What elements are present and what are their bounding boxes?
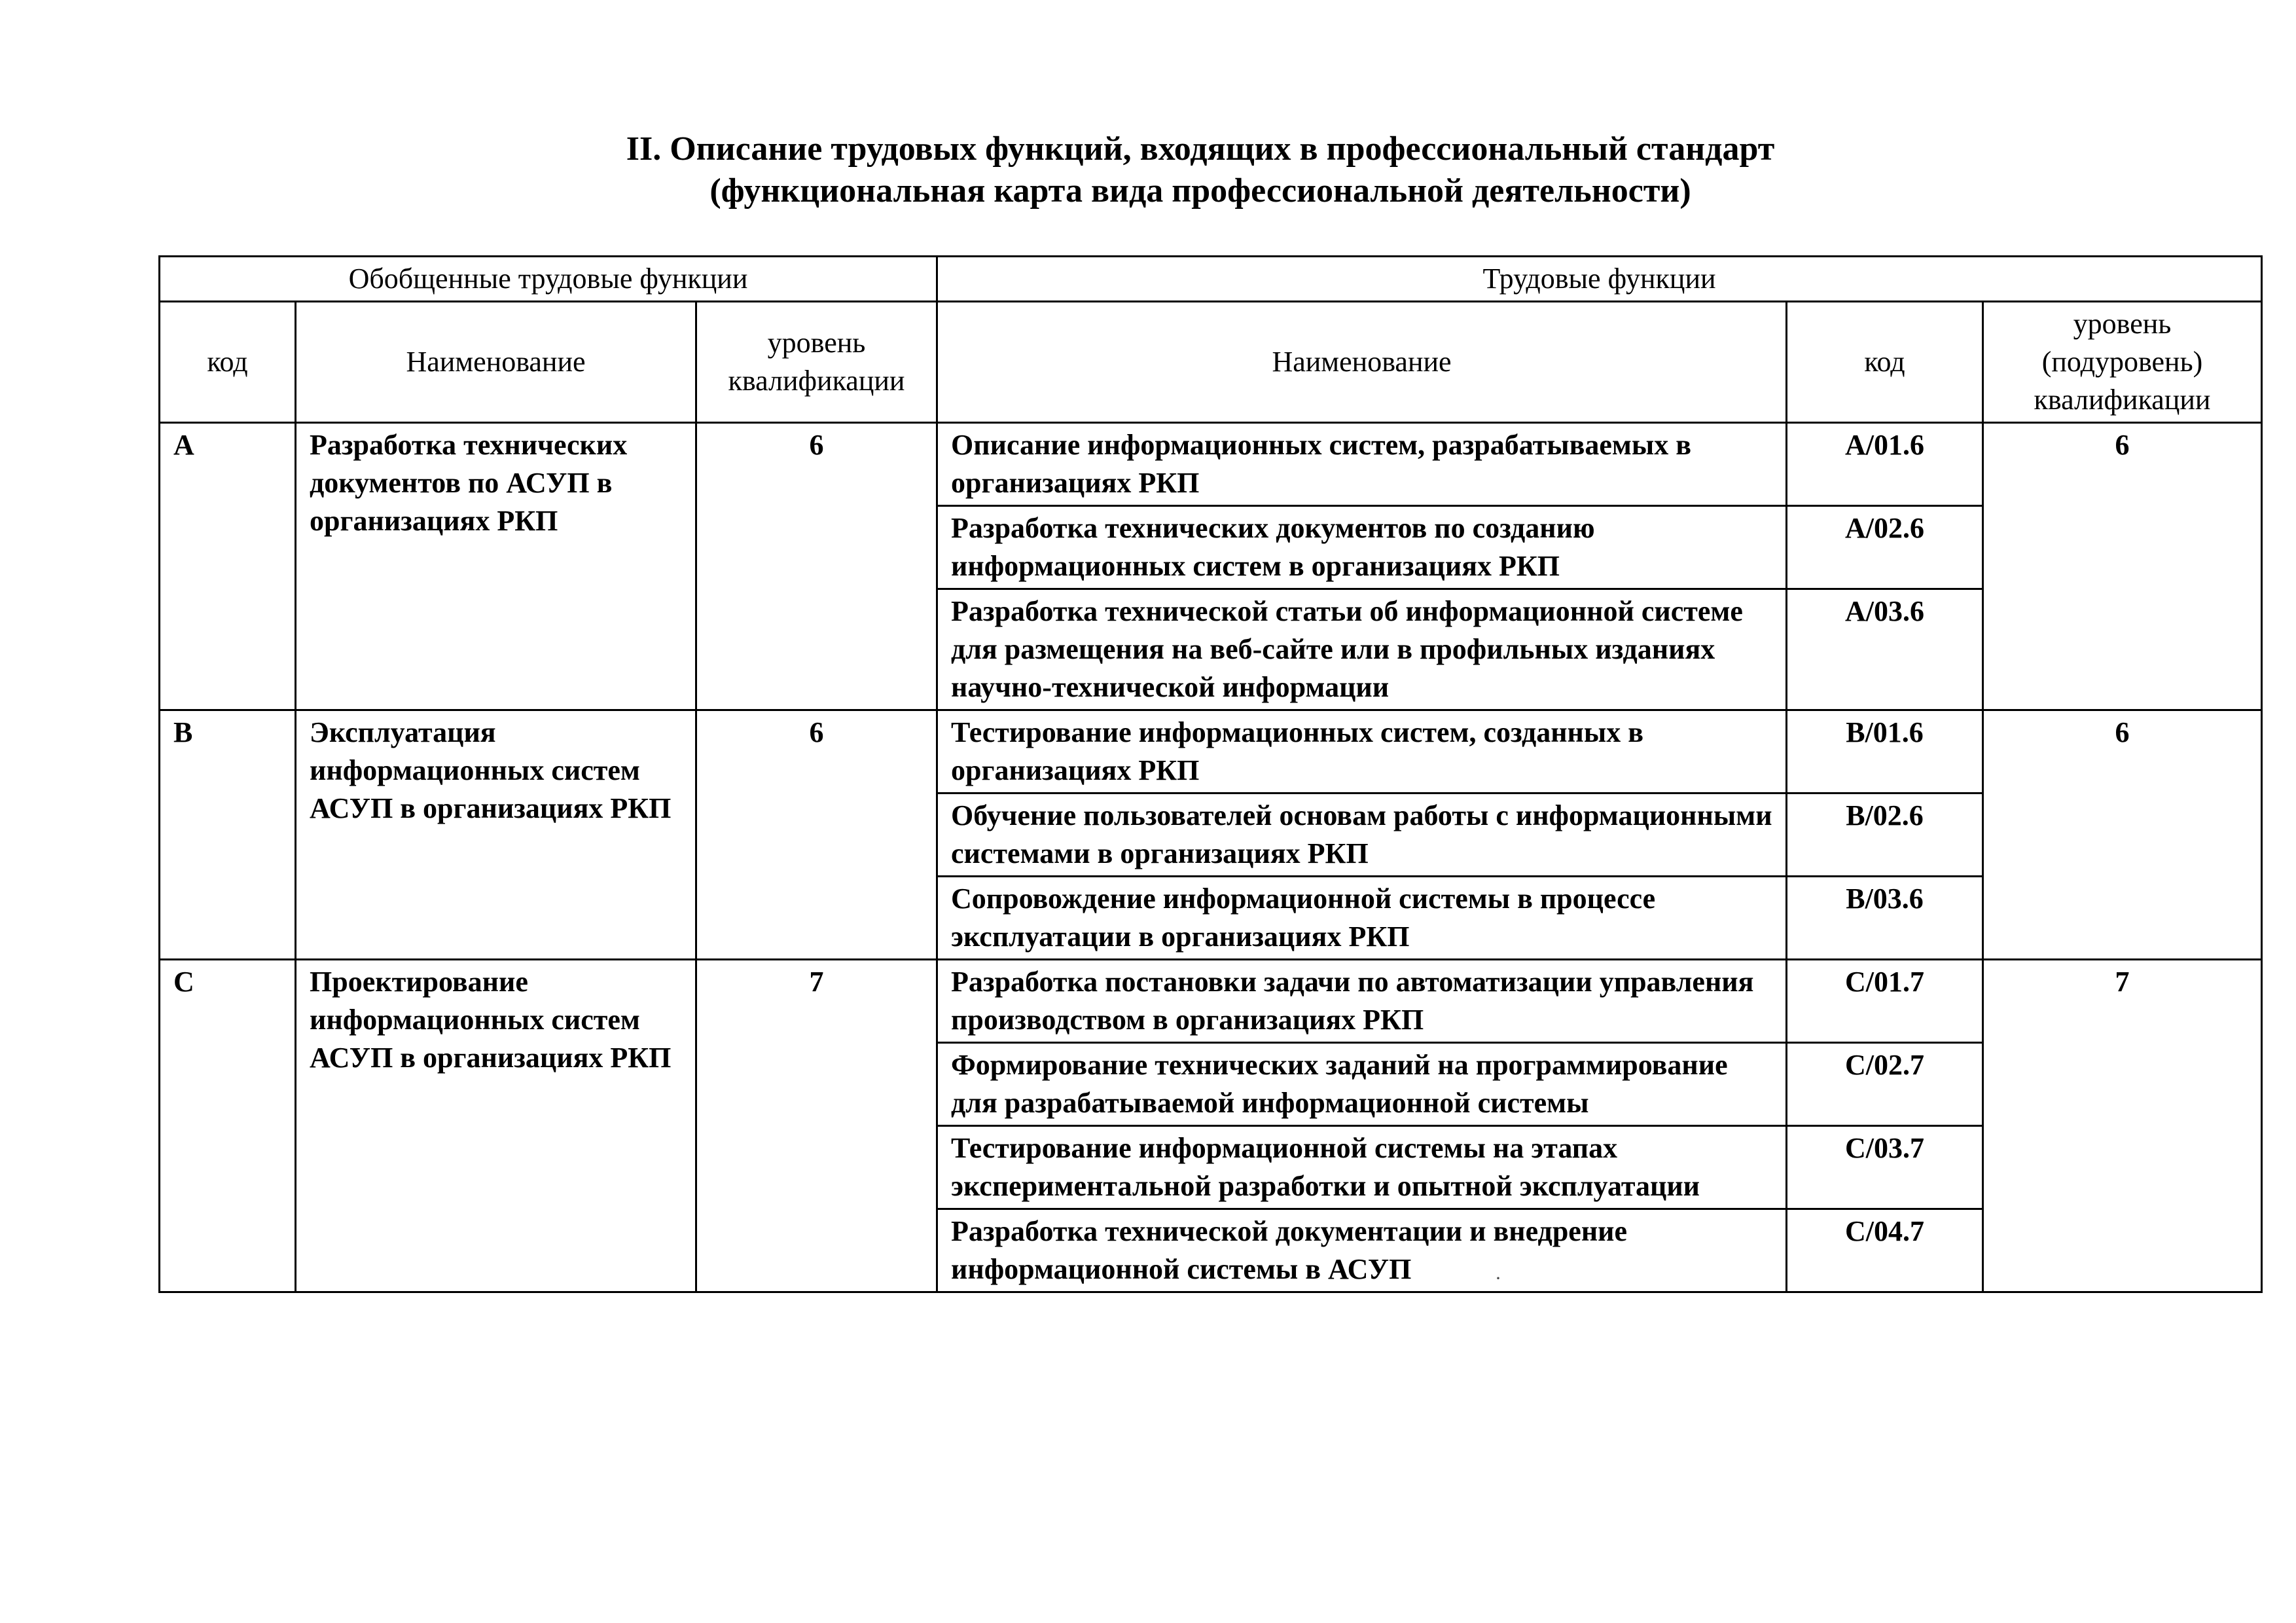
functional-map-table: [158, 255, 2263, 1293]
table-row: [160, 710, 2262, 793]
header-generalized-level: уровень квалификации: [696, 302, 937, 423]
function-code: C/04.7: [1787, 1209, 1983, 1292]
header-generalized-code: код: [160, 302, 296, 423]
function-name: Тестирование информационных систем, созданных в организациях РКП: [937, 710, 1787, 793]
group-level: 6: [696, 423, 937, 710]
function-name: Разработка постановки задачи по автоматизации управления производством в организациях РКП: [937, 960, 1787, 1043]
page-title-line-2: (функциональная карта вида профессиональной деятельности): [709, 172, 1691, 210]
group-level: 7: [696, 960, 937, 1292]
function-name: Обучение пользователей основам работы с информационными системами в организациях РКП: [937, 793, 1787, 877]
function-code: B/01.6: [1787, 710, 1983, 793]
scan-artifact-mark: ·: [1495, 1267, 1501, 1289]
page-title: [0, 128, 2296, 212]
function-code: A/01.6: [1787, 423, 1983, 506]
function-code: B/02.6: [1787, 793, 1983, 877]
function-code: A/03.6: [1787, 589, 1983, 710]
function-name: Разработка технических документов по созданию информационных систем в организациях РКП: [937, 506, 1787, 589]
group-code: A: [160, 423, 296, 710]
function-sublevel: 6: [1983, 423, 2262, 710]
function-name: Разработка технической статьи об информационной системе для размещения на веб-сайте или в профильных изданиях научно-технической информации: [937, 589, 1787, 710]
function-name: Тестирование информационной системы на этапах экспериментальной разработки и опытной эксплуатации: [937, 1126, 1787, 1209]
function-code: A/02.6: [1787, 506, 1983, 589]
group-code: C: [160, 960, 296, 1292]
function-name: Формирование технических заданий на программирование для разрабатываемой информационной системы: [937, 1043, 1787, 1126]
header-function-code: код: [1787, 302, 1983, 423]
group-header-row: [160, 257, 2262, 302]
function-sublevel: 7: [1983, 960, 2262, 1292]
function-code: C/01.7: [1787, 960, 1983, 1043]
function-name: Сопровождение информационной системы в процессе эксплуатации в организациях РКП: [937, 877, 1787, 960]
page-title-line-1: II. Описание трудовых функций, входящих в профессиональный стандарт: [626, 130, 1775, 168]
group-name: Эксплуатация информационных систем АСУП в организациях РКП: [296, 710, 696, 960]
labor-functions-header: Трудовые функции: [937, 257, 2262, 302]
function-name: Разработка технической документации и внедрение информационной системы в АСУП: [937, 1209, 1787, 1292]
function-code: C/02.7: [1787, 1043, 1983, 1126]
table-row: [160, 960, 2262, 1043]
function-name: Описание информационных систем, разрабатываемых в организациях РКП: [937, 423, 1787, 506]
header-function-level: уровень (подуровень) квалификации: [1983, 302, 2262, 423]
generalized-functions-header: Обобщенные трудовые функции: [160, 257, 937, 302]
header-function-name: Наименование: [937, 302, 1787, 423]
function-sublevel: 6: [1983, 710, 2262, 960]
group-name: Разработка технических документов по АСУП в организациях РКП: [296, 423, 696, 710]
group-name: Проектирование информационных систем АСУП в организациях РКП: [296, 960, 696, 1292]
function-code: B/03.6: [1787, 877, 1983, 960]
group-code: B: [160, 710, 296, 960]
function-code: C/03.7: [1787, 1126, 1983, 1209]
header-generalized-name: Наименование: [296, 302, 696, 423]
group-level: 6: [696, 710, 937, 960]
table-row: [160, 423, 2262, 506]
column-header-row: [160, 302, 2262, 423]
